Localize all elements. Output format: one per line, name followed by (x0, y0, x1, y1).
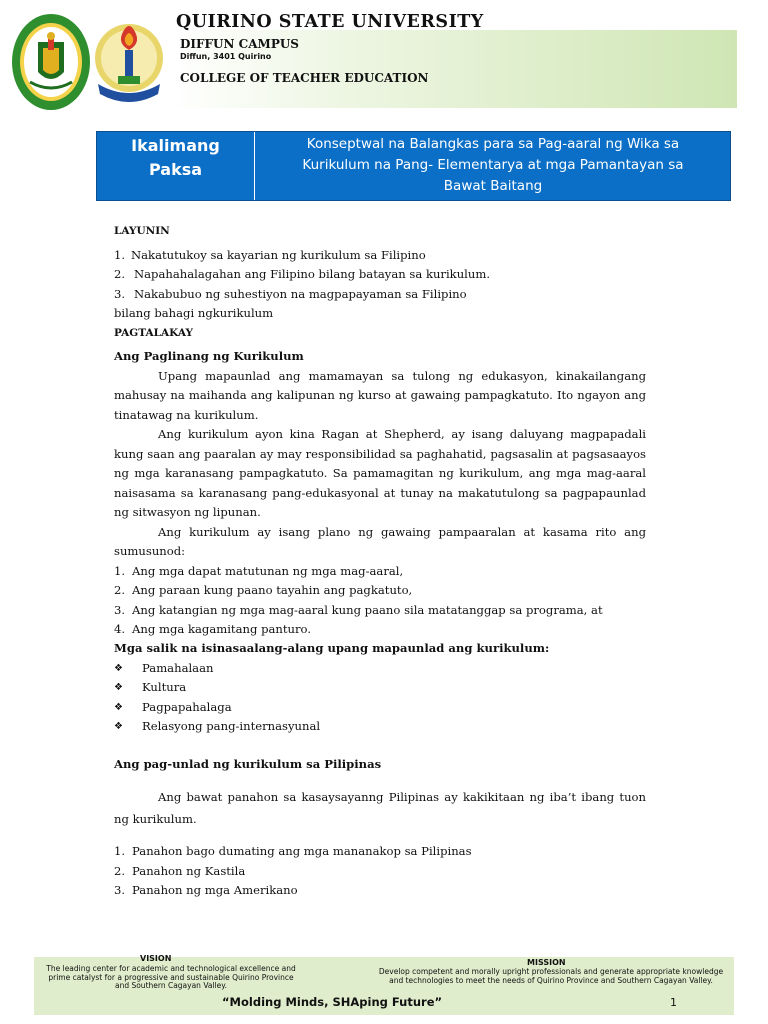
factor-bullet-item: ❖ Pagpapahalaga (114, 698, 646, 718)
period-list-item: 2. Panahon ng Kastila (114, 863, 246, 878)
diamond-bullet-icon: ❖ (114, 662, 123, 674)
topic-label (97, 132, 255, 200)
objective-continuation: bilang bahagi ngkurikulum (114, 306, 274, 320)
page-number: 1 (670, 996, 677, 1009)
paragraph: Ang kurikulum ay isang plano ng gawaing pampaaralan at kasama rito ang sumusunod: (114, 524, 646, 558)
curriculum-list-item: 4. Ang mga kagamitang panturo. (114, 621, 312, 636)
curriculum-list-item: 2. Ang paraan kung paano tayahin ang pagkatuto, (114, 583, 413, 597)
vision-title: VISION (140, 954, 172, 963)
factor-bullet-item: ❖ Relasyong pang-internasyunal (114, 717, 646, 737)
topic-title-line: Bawat Baitang (443, 178, 543, 194)
objective-item: 3. Nakabubuo ng suhestiyon na magpapayaman sa Filipino (114, 286, 467, 301)
mission-title: MISSION (527, 958, 566, 967)
torch-emblem-logo (92, 14, 166, 108)
topic-title (256, 132, 730, 200)
mission-text: Develop competent and morally upright professionals and generate appropriate knowledge and technologies to meet the needs of Quirino Province and Southern Cagayan Valley. (378, 967, 724, 985)
diamond-bullet-icon: ❖ (114, 721, 123, 732)
campus-name: DIFFUN CAMPUS (180, 37, 299, 51)
university-seal-logo (10, 12, 92, 112)
paragraph: Ang bawat panahon sa kasaysayanng Pilipinas ay kakikitaan ng iba’t ibang tuon ng kurikulum. (114, 790, 646, 826)
college-name: COLLEGE OF TEACHER EDUCATION (180, 71, 429, 85)
campus-address: Diffun, 3401 Quirino (180, 52, 272, 61)
factors-heading: Mga salik na isinasaalang-alang upang mapaunlad ang kurikulum: (114, 641, 550, 655)
period-list-item: 3. Panahon ng mga Amerikano (114, 883, 298, 897)
objective-item: 2. Napahahalagahan ang Filipino bilang batayan sa kurikulum. (114, 267, 491, 281)
period-list-item: 1. Panahon bago dumating ang mga mananakop sa Pilipinas (114, 844, 472, 858)
vision-text: The leading center for academic and technological excellence and prime catalyst for a progressive and sustainable Quirino Province and Southern Cagayan Valley. (46, 964, 296, 991)
topic-title-line: Kurikulum na Pang- Elementarya at mga Pamantayan sa (302, 157, 684, 173)
motto: “Molding Minds, SHAping Future” (222, 995, 443, 1009)
topic-label-line: Paksa (148, 160, 203, 179)
diamond-bullet-icon: ❖ (114, 682, 123, 693)
diamond-bullet-icon: ❖ (114, 701, 123, 713)
factor-bullet-item: ❖ Kultura (114, 678, 646, 698)
document-body (114, 222, 646, 901)
pagtalakay-heading: PAGTALAKAY (114, 326, 193, 339)
topic-label-line: Ikalimang (131, 136, 220, 155)
paragraph: Ang kurikulum ayon kina Ragan at Shepherd, ay isang daluyang magpapadali kung saan ang paaralan ay may responsibilidad sa paghahatid, pagsasalin at pagsasaayos ng mga karanasang pampagkatuto. Sa pamamagitan ng kurikulum, ang mga mag-aaral naisasama sa karanasang pang-edukasyonal at tunay na makatutulong sa pagpapaunlad ng sitwasyon ng lipunan. (114, 427, 646, 519)
topic-title-line: Konseptwal na Balangkas para sa Pag-aaral ng Wika sa (306, 136, 680, 152)
paragraph: Upang mapaunlad ang mamamayan sa tulong ng edukasyon, kinakailangang mahusay na maihanda ang kalipunan ng kurso at gawaing pampagkatuto. Ito ngayon ang tinatawag na kurikulum. (114, 368, 646, 422)
topic-box (96, 131, 731, 201)
university-name: QUIRINO STATE UNIVERSITY (176, 12, 484, 32)
section-heading-paglinang: Ang Paglinang ng Kurikulum (114, 349, 304, 363)
objective-item: 1. Nakatutukoy sa kayarian ng kurikulum sa Filipino (114, 247, 426, 262)
factor-bullet-item: ❖ Pamahalaan (114, 659, 646, 679)
curriculum-list-item: 3. Ang katangian ng mga mag-aaral kung paano sila matatanggap sa programa, at (114, 602, 603, 617)
curriculum-list-item: 1. Ang mga dapat matutunan ng mga mag-aaral, (114, 563, 404, 578)
section-heading-pilipinas: Ang pag-unlad ng kurikulum sa Pilipinas (114, 756, 382, 771)
layunin-heading: LAYUNIN (114, 225, 170, 237)
